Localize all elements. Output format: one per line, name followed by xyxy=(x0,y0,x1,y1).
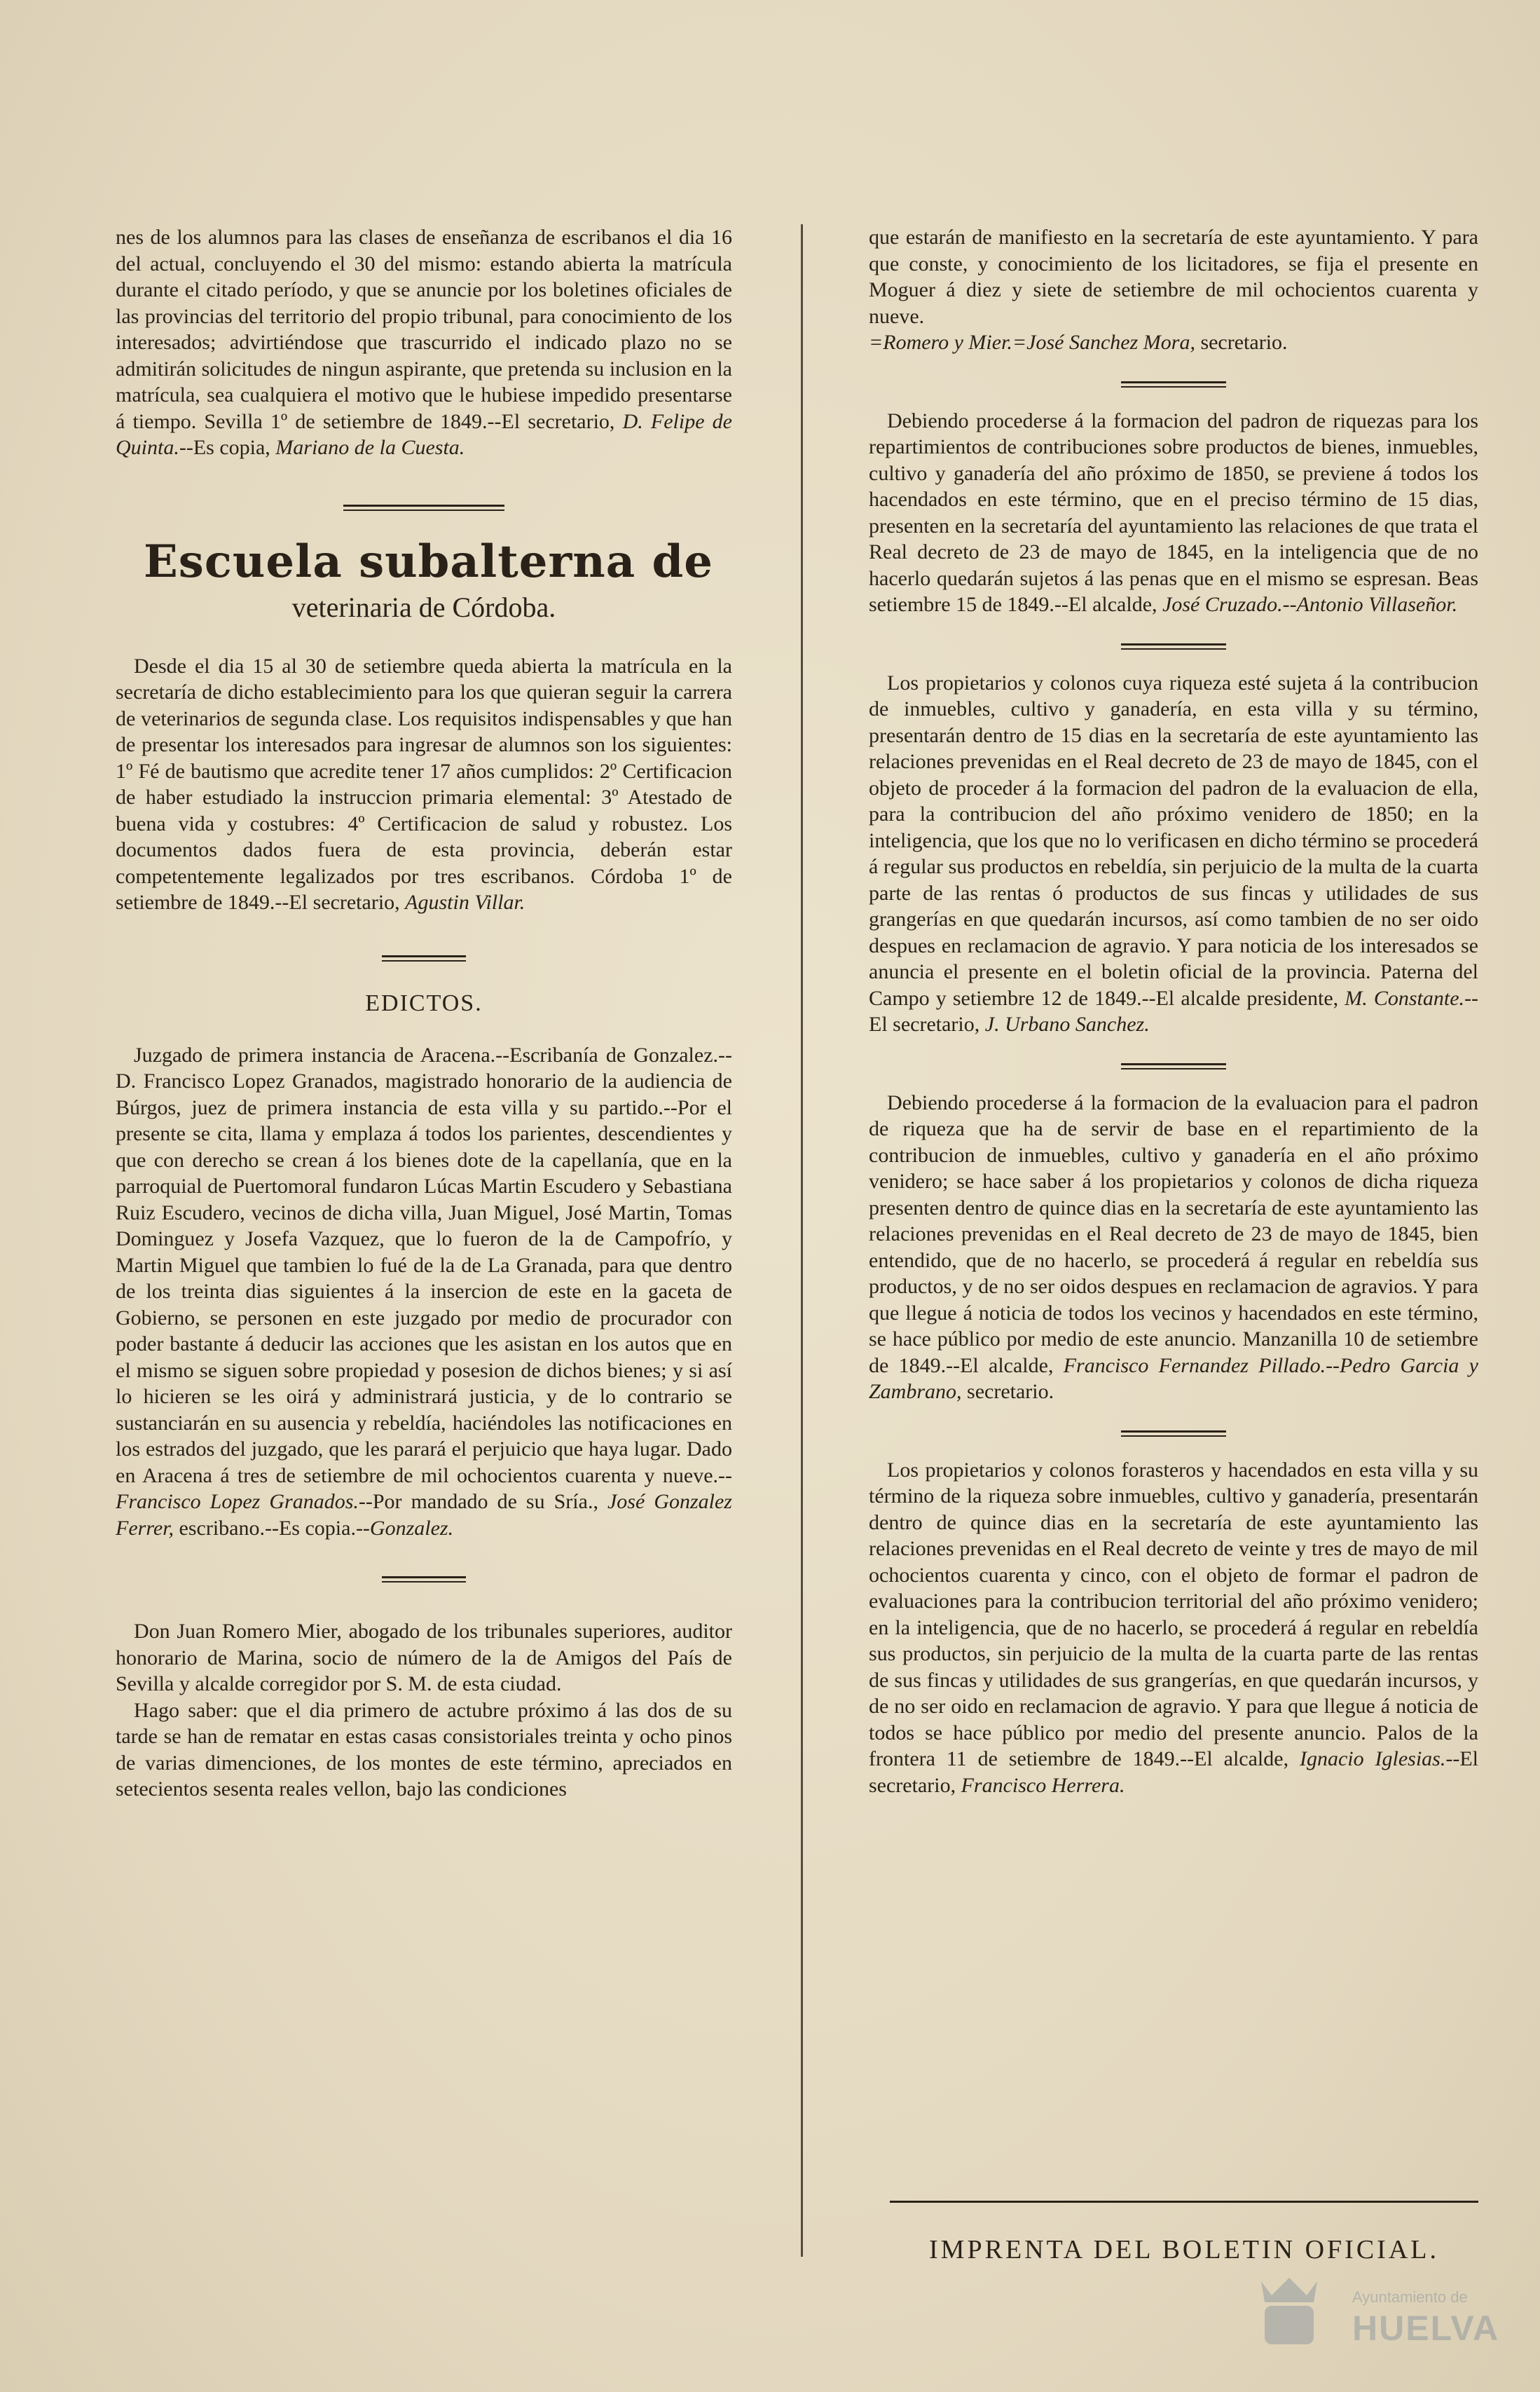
crown-shield-icon xyxy=(1240,2260,1338,2358)
signature: Mariano de la Cuesta. xyxy=(275,436,465,459)
notice-moguer: que estarán de manifiesto en la secretaría de este ayuntamiento. Y para que conste, y conocimiento de los licitadores, se fija el presente en Moguer á diez y siete de setiembre de mil ochocientos cuarenta y nueve. =Romero y Mier.=José Sanchez Mora, secretario. xyxy=(869,226,1478,354)
notice-escribanos: nes de los alumnos para las clases de enseñanza de escribanos el dia 16 del actual, concluyendo el 30 del mismo: estando abierta la matrícula durante el citado período, y que se anuncie por los boletines oficiales de las provincias del territorio del propio tribunal, para conocimiento de los interesados; advirtiéndose que trascurrido el indicado plazo no se admitirán solicitudes de ningun aspirante, que pretenda su inclusion en la matrícula, sea cualquiera el motivo que le hubiese impedido presentarse á tiempo. Sevilla 1º de setiembre de 1849.--El secretario, D. Felipe de Quinta.--Es copia, Mariano de la Cuesta. xyxy=(116,226,733,459)
signature: Gonzalez. xyxy=(369,1516,454,1540)
signature: =Romero y Mier.=José Sanchez Mora, xyxy=(869,331,1195,354)
section-ornament xyxy=(382,1569,466,1590)
signature: Francisco Lopez Granados. xyxy=(116,1490,359,1513)
watermark-city-text: HUELVA xyxy=(1352,2309,1500,2348)
right-column xyxy=(869,224,1478,1798)
section-ornament xyxy=(343,498,504,519)
section-ornament xyxy=(1121,636,1226,657)
signature: Francisco Herrera. xyxy=(961,1773,1125,1797)
signature: J. Urbano Sanchez. xyxy=(984,1013,1150,1036)
watermark-top-text: Ayuntamiento de xyxy=(1352,2288,1468,2306)
signature: Agustin Villar. xyxy=(405,891,525,914)
signature: Ignacio Iglesias. xyxy=(1299,1747,1446,1770)
signature: José Gonzalez Ferrer, xyxy=(116,1490,732,1540)
section-ornament xyxy=(1121,374,1226,395)
notice-paterna: Los propietarios y colonos cuya riqueza esté sujeta á la contribucion de inmuebles, cultivo y ganadería, en esta villa y su término, presentarán dentro de 15 dias en la secretaría de este ayuntamiento las relaciones prevenidas en el Real decreto de 23 de mayo de 1845, con el objeto de proceder á la formacion del padron de la evaluacion de ella, para la contribucion del año próximo venidero de 1850; en la inteligencia, que los que no lo verificasen en dicho término se procederá á regular sus productos en rebeldía, sin perjuicio de la multa de la cuarta parte de las rentas ó productos de sus fincas y utilidades de sus grangerías en que quedarán incursos, así como tambien de no ser oido despues en reclamacion de agravio. Y para noticia de los interesados se anuncia el presente en el boletin oficial de la provincia. Paterna del Campo y setiembre 12 de 1849.--El alcalde presidente, M. Constante.--El secretario, J. Urbano Sanchez. xyxy=(869,671,1478,1036)
section-title: Escuela subalterna de xyxy=(144,535,713,588)
section-ornament xyxy=(382,948,466,969)
column-divider xyxy=(801,224,803,2257)
section-subtitle: veterinaria de Córdoba. xyxy=(291,591,556,623)
huelva-watermark xyxy=(1240,2260,1520,2365)
notice-beas: Debiendo procederse á la formacion del padron de riquezas para los repartimientos de contribuciones sobre productos de bienes, inmuebles, cultivo y ganadería del año próximo de 1850, se previene á todos los hacendados en este término, que en el preciso término de 15 dias, presenten en la secretaría del ayuntamiento las relaciones de que trata el Real decreto de 23 de mayo de 1845, en la inteligencia que de no hacerlo quedarán sujetos á las penas que en el mismo se espresan. Beas setiembre 15 de 1849.--El alcalde, José Cruzado.--Antonio Villaseñor. xyxy=(869,409,1478,616)
signature: D. Felipe de Quinta. xyxy=(116,409,733,459)
edicto-romero-body: Hago saber: que el dia primero de actubre próximo á las dos de su tarde se han de rematar en estas casas consistoriales treinta y ocho pinos de varias dimenciones, de los montes de este término, apreciados en setecientos sesenta reales vellon, bajo las condiciones xyxy=(116,1698,732,1800)
edicto-romero-heading: Don Juan Romero Mier, abogado de los tribunales superiores, auditor honorario de Marina, socio de número de la de Amigos del País de Sevilla y alcalde corregidor por S. M. de esta ciudad. xyxy=(116,1620,732,1695)
footer-rule xyxy=(890,2201,1478,2203)
signature: M. Constante. xyxy=(1345,986,1465,1010)
edicto-aracena: Juzgado de primera instancia de Aracena.--Escribanía de Gonzalez.--D. Francisco Lopez Granados, magistrado honorario de la audiencia de Búrgos, juez de primera instancia de esta villa y su partido.--Por el presente se cita, llama y emplaza á todos los parientes, descendientes y que con derecho se crean á los bienes dote de la capellanía, que en la parroquial de Puertomoral fundaron Lúcas Martin Escudero y Sebastiana Ruiz Escudero, vecinos de dicha villa, Juan Miguel, José Martin, Tomas Dominguez y Josefa Vazquez, que lo fueron de la de Campofrío, y Martin Miguel que tambien lo fué de la de La Granada, para que dentro de los treinta dias siguientes á la insercion de este en la gaceta de Gobierno, se personen en este juzgado por medio de procurador con poder bastante á deducir las acciones que les asistan en los autos que en el mismo se siguen sobre propiedad y posesion de dichos bienes; y si así lo hicieren se les oirá y administrará justicia, y de lo contrario se sustanciarán en su ausencia y rebeldía, haciéndoles las notificaciones en los estrados del juzgado, que les parará el perjuicio que haya lugar. Dado en Aracena á tres de setiembre de mil ochocientos cuarenta y nueve.--Francisco Lopez Granados.--Por mandado de su Sría., José Gonzalez Ferrer, escribano.--Es copia.--Gonzalez. xyxy=(116,1043,732,1540)
imprenta-footer: IMPRENTA DEL BOLETIN OFICIAL. xyxy=(929,2235,1439,2264)
section-ornament xyxy=(1121,1423,1226,1444)
notice-veterinaria: Desde el dia 15 al 30 de setiembre queda abierta la matrícula en la secretaría de dicho establecimiento para los que quieran seguir la carrera de veterinarios de segunda clase. Los requisitos indispensables y que han de presentar los interesados para ingresar de alumnos son los siguientes: 1º Fé de bautismo que acredite tener 17 años cumplidos: 2º Certificacion de haber estudiado la instruccion primaria elemental: 3º Atestado de buena vida y costubres: 4º Certificacion de salud y robustez. Los documentos dados fuera de esta provincia, deberán estar competentemente legalizados por tres escribanos. Córdoba 1º de setiembre de 1849.--El secretario, Agustin Villar. xyxy=(116,654,732,914)
notice-manzanilla: Debiendo procederse á la formacion de la evaluacion para el padron de riqueza que ha de servir de base en el repartimiento de la contribucion de inmuebles, cultivo y ganadería en el año próximo venidero; se hace saber á los propietarios y colonos de dicha riqueza presenten dentro de quince dias en la secretaría de este ayuntamiento las relaciones prevenidas en el Real decreto de 23 de mayo de 1845, bien entendido, que de no hacerlo, se procederá á regular en rebeldía sus productos, y de no ser oidos despues en reclamacion de agravios. Y para que llegue á noticia de todos los vecinos y hacendados en este término, se hace público por medio de este anuncio. Manzanilla 10 de setiembre de 1849.--El alcalde, Francisco Fernandez Pillado.--Pedro Garcia y Zambrano, secretario. xyxy=(869,1091,1479,1403)
signature: Francisco Fernandez Pillado.--Pedro Garcia y Zambrano, xyxy=(869,1353,1479,1403)
signature: José Cruzado.--Antonio Villaseñor. xyxy=(1162,593,1458,616)
notice-palos: Los propietarios y colonos forasteros y hacendados en esta villa y su término de la riqueza sobre inmuebles, cultivo y ganadería, presentarán dentro de quince dias en la secretaría de este ayuntamiento las relaciones prevenidas en el Real decreto de veinte y tres de mayo de mil ochocientos cuarenta y cinco, con el objeto de formar el padron de evaluaciones para la contribucion territorial del año próximo venidero; en la inteligencia, que de no hacerlo, se procederá á regular en rebeldía sus productos, sin perjuicio de la multa de la cuarta parte de las rentas de sus fincas y utilidades de sus grangerías, en que quedarán incursos, y de no ser oido en reclamacion de agravio. Y para que llegue á noticia de todos se hace público por medio del presente anuncio. Palos de la frontera 11 de setiembre de 1849.--El alcalde, Ignacio Iglesias.--El secretario, Francisco Herrera. xyxy=(869,1458,1478,1797)
edictos-heading: EDICTOS. xyxy=(365,990,483,1016)
left-column xyxy=(116,224,732,1803)
section-ornament xyxy=(1121,1056,1226,1077)
